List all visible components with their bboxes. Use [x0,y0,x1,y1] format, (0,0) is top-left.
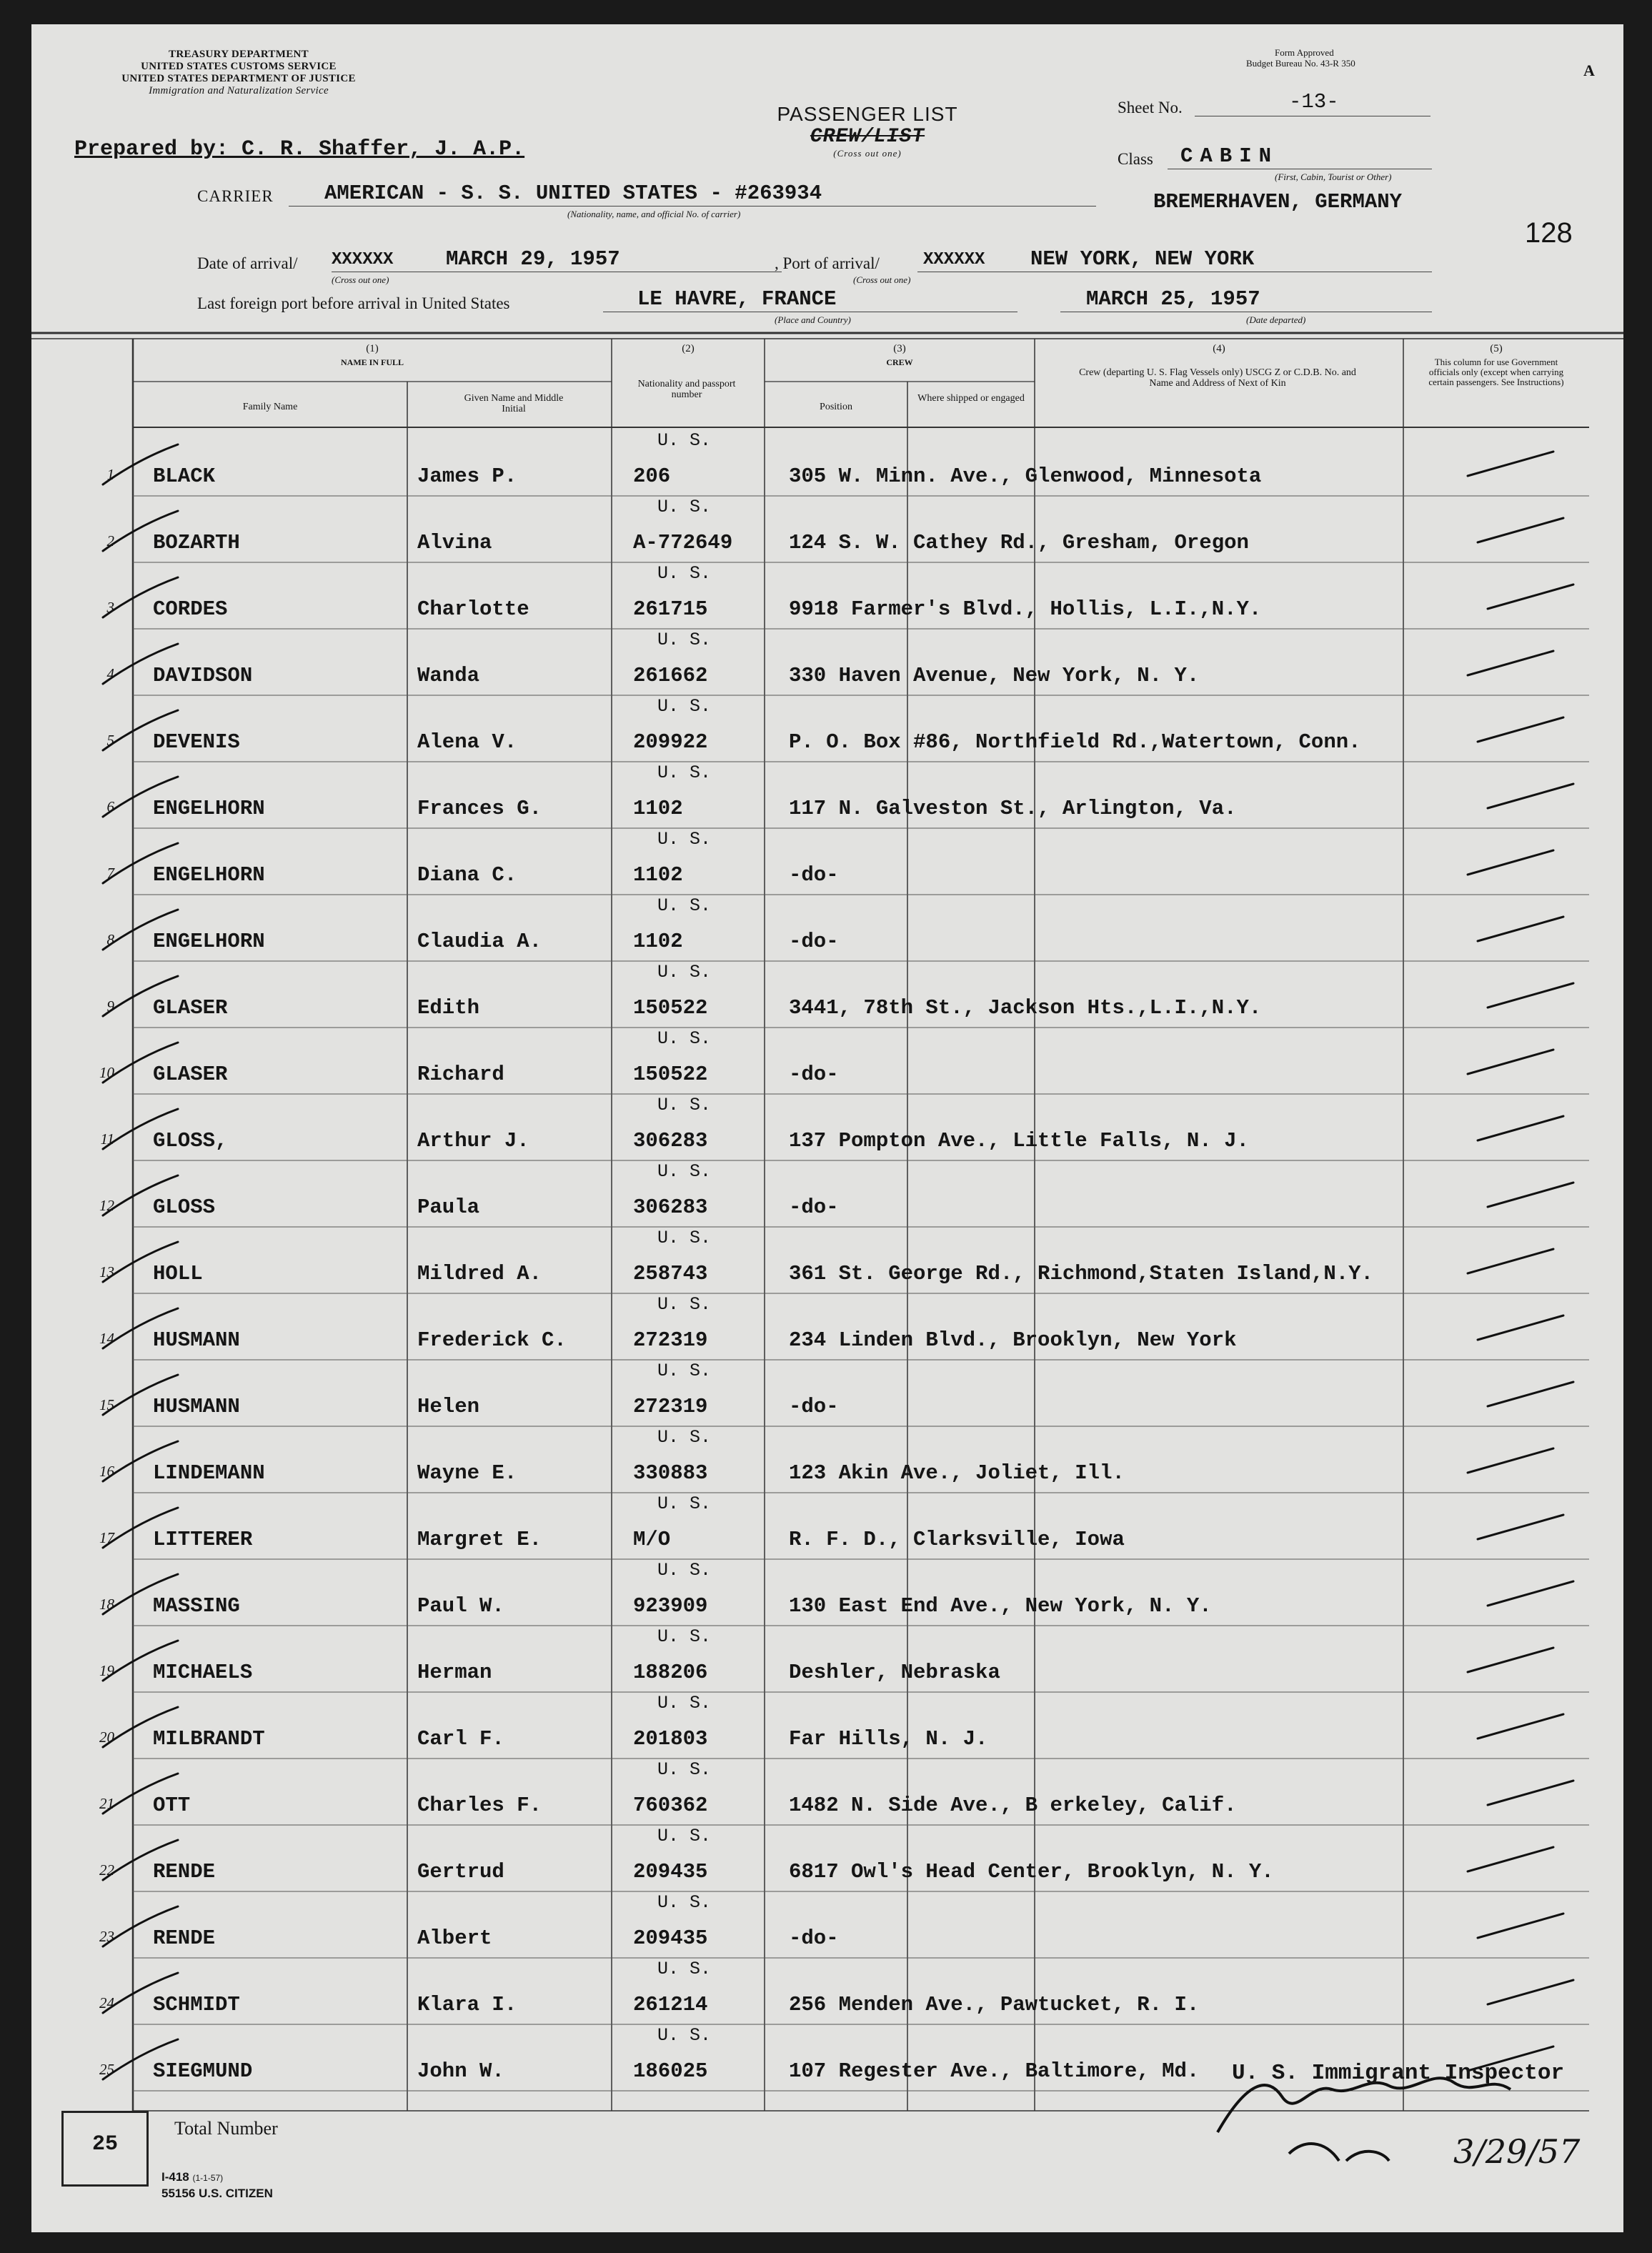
arrival-port-cross-note: (Cross out one) [853,274,911,285]
family-name: LITTERER [153,1528,253,1551]
passport-number: 209435 [633,1860,708,1884]
given-name: Edith [417,996,480,1020]
passport-number: 306283 [633,1129,708,1153]
passport-number: 258743 [633,1262,708,1285]
family-name: GLASER [153,996,228,1020]
row-number: 25 [99,2061,114,2078]
row-number: 14 [99,1330,114,1347]
table-grid [31,24,1623,2232]
nationality: U. S. [657,696,712,717]
row-number: 19 [99,1662,114,1679]
col1-title: NAME IN FULL [340,357,404,367]
address: P. O. Box #86, Northfield Rd.,Watertown, Conn. [789,730,1361,754]
row-number: 23 [99,1928,114,1945]
nationality: U. S. [657,1228,712,1248]
family-name: DAVIDSON [153,664,253,687]
nationality: U. S. [657,497,712,517]
family-name: SCHMIDT [153,1993,240,2016]
row-number: 15 [99,1396,114,1413]
row-number: 21 [99,1795,114,1812]
row-number: 4 [106,665,114,682]
check-mark-icon [1468,651,1553,675]
row-number: 12 [99,1197,114,1214]
row-number: 13 [99,1263,114,1280]
nationality: U. S. [657,962,712,983]
last-port-label: Last foreign port before arrival in United States [197,294,510,312]
passport-number: 272319 [633,1328,708,1352]
class-label: Class [1118,150,1153,168]
col4-number: (4) [1213,343,1225,354]
col1-number: (1) [366,343,379,354]
check-mark-icon [1468,1050,1553,1074]
signature-date: 3/29/57 [1453,2132,1581,2171]
given-name: Carl F. [417,1727,504,1751]
col-family-name: Family Name [242,402,298,412]
address: 361 St. George Rd., Richmond,Staten Island,N.Y. [789,1262,1373,1285]
given-name: Frances G. [417,797,542,820]
family-name: HOLL [153,1262,203,1285]
address: 9918 Farmer's Blvd., Hollis, L.I.,N.Y. [789,597,1262,621]
given-name: Paula [417,1195,480,1219]
family-name: HUSMANN [153,1395,240,1418]
family-name: MICHAELS [153,1661,253,1684]
passport-number: 150522 [633,996,708,1020]
corner-letter: A [1583,61,1595,79]
nationality: U. S. [657,1693,712,1714]
form-code [161,2169,273,2202]
col3-number: (3) [893,343,906,354]
check-mark-icon [1478,1116,1563,1140]
nationality: U. S. [657,1028,712,1049]
check-mark-icon [1478,1714,1563,1739]
passport-number: 186025 [633,2059,708,2083]
passport-number: A-772649 [633,531,733,554]
family-name: GLASER [153,1063,228,1086]
passport-number: 201803 [633,1727,708,1751]
passport-number: 760362 [633,1794,708,1817]
given-name: Alvina [417,531,492,554]
form-approved-text: Form Approved [1275,47,1334,58]
given-name: Gertrud [417,1860,504,1884]
sheet-number: -13- [1289,90,1339,114]
arrival-date-cross-note: (Cross out one) [332,274,389,285]
check-mark-icon [1478,917,1563,941]
family-name: MASSING [153,1594,240,1618]
address: -do- [789,863,839,887]
address: Deshler, Nebraska [789,1661,1000,1684]
check-mark-icon [1468,1847,1553,1871]
arrival-date-label: Date of arrival/ [197,254,298,272]
family-name: HUSMANN [153,1328,240,1352]
carrier-label: CARRIER [197,187,274,205]
family-name: RENDE [153,1860,216,1884]
family-name: MILBRANDT [153,1727,265,1751]
row-number: 3 [106,599,114,616]
nationality: U. S. [657,829,712,850]
given-name: John W. [417,2059,504,2083]
passport-number: 923909 [633,1594,708,1618]
passport-number: 150522 [633,1063,708,1086]
col-given-name: Given Name and Middle Initial [464,393,564,414]
address: 117 N. Galveston St., Arlington, Va. [789,797,1237,820]
passport-number: 261214 [633,1993,708,2016]
address: -do- [789,1063,839,1086]
passport-number: 206 [633,464,671,488]
dept-line-4: Immigration and Naturalization Service [149,85,329,96]
given-name: Herman [417,1661,492,1684]
page-number: 128 [1525,217,1573,249]
passport-number: 272319 [633,1395,708,1418]
family-name: ENGELHORN [153,797,265,820]
check-mark-icon [1488,1581,1573,1606]
given-name: Charlotte [417,597,529,621]
row-number: 9 [106,998,114,1015]
given-name: Arthur J. [417,1129,529,1153]
col5-number: (5) [1490,343,1503,354]
family-name: BLACK [153,464,216,488]
check-mark-icon [1468,1448,1553,1473]
col5-title: This column for use Government officials only (except when carrying certain passengers. See Instructions) [1428,357,1564,387]
passport-number: 209922 [633,730,708,754]
check-mark-icon [1468,452,1553,476]
form-series: 55156 U.S. CITIZEN [161,2187,273,2200]
carrier-value: AMERICAN - S. S. UNITED STATES - #263934 [324,181,822,205]
nationality: U. S. [657,1161,712,1182]
address: -do- [789,1926,839,1950]
address: -do- [789,930,839,953]
row-number: 6 [106,798,114,815]
given-name: Albert [417,1926,492,1950]
address: 6817 Owl's Head Center, Brooklyn, N. Y. [789,1860,1274,1884]
last-port-value: LE HAVRE, FRANCE [637,287,837,311]
row-number: 2 [106,532,114,549]
sheet-label: Sheet No. [1118,99,1183,116]
passport-number: 1102 [633,797,683,820]
given-name: Richard [417,1063,504,1086]
dept-line-1: TREASURY DEPARTMENT [169,49,309,60]
address: 305 W. Minn. Ave., Glenwood, Minnesota [789,464,1262,488]
family-name: OTT [153,1794,191,1817]
address: 107 Regester Ave., Baltimore, Md. [789,2059,1200,2083]
arrival-port-label: , Port of arrival/ [775,254,880,272]
place-note: (Place and Country) [775,314,851,325]
date-departed-value: MARCH 25, 1957 [1086,287,1260,311]
passport-number: M/O [633,1528,671,1551]
address: 330 Haven Avenue, New York, N. Y. [789,664,1200,687]
passport-number: 261662 [633,664,708,687]
check-mark-icon [1488,983,1573,1008]
given-name: Charles F. [417,1794,542,1817]
arrival-port-value: NEW YORK, NEW YORK [1030,247,1255,271]
nationality: U. S. [657,895,712,916]
nationality: U. S. [657,563,712,584]
passport-number: 1102 [633,863,683,887]
budget-bureau-text: Budget Bureau No. 43-R 350 [1246,58,1355,69]
row-number: 22 [99,1861,114,1879]
row-number: 16 [99,1463,114,1480]
col3-title: CREW [886,357,913,367]
address: 256 Menden Ave., Pawtucket, R. I. [789,1993,1200,2016]
row-number: 17 [99,1529,114,1546]
dept-line-3: UNITED STATES DEPARTMENT OF JUSTICE [121,73,356,84]
arrival-date-value: MARCH 29, 1957 [446,247,620,271]
address: 130 East End Ave., New York, N. Y. [789,1594,1212,1618]
passport-number: 1102 [633,930,683,953]
check-mark-icon [1488,585,1573,609]
check-mark-icon [1488,1781,1573,1805]
nationality: U. S. [657,630,712,650]
class-value: CABIN [1180,144,1279,168]
given-name: James P. [417,464,517,488]
address: 137 Pompton Ave., Little Falls, N. J. [789,1129,1249,1153]
nationality: U. S. [657,1493,712,1514]
col-where-shipped: Where shipped or engaged [917,393,1025,404]
check-mark-icon [1478,1914,1563,1938]
check-mark-icon [1468,1249,1553,1273]
check-mark-icon [1488,784,1573,808]
nationality: U. S. [657,1759,712,1780]
address: 123 Akin Ave., Joliet, Ill. [789,1461,1125,1485]
address: 3441, 78th St., Jackson Hts.,L.I.,N.Y. [789,996,1262,1020]
given-name: Helen [417,1395,480,1418]
address: R. F. D., Clarksville, Iowa [789,1528,1125,1551]
inspector-label: U. S. Immigrant Inspector [1232,2061,1565,2086]
title-cross-note: (Cross out one) [833,148,902,159]
col2-title: Nationality and passport number [637,379,736,400]
col-position: Position [820,402,852,412]
family-name: LINDEMANN [153,1461,265,1485]
form-number: I-418 [161,2170,189,2184]
given-name: Diana C. [417,863,517,887]
passenger-list-document [31,24,1623,2232]
address: Far Hills, N. J. [789,1727,988,1751]
carrier-note: (Nationality, name, and official No. of carrier) [567,209,741,219]
row-number: 18 [99,1596,114,1613]
check-mark-icon [1478,717,1563,742]
nationality: U. S. [657,1959,712,1979]
passport-number: 209435 [633,1926,708,1950]
nationality: U. S. [657,1626,712,1647]
row-number: 24 [99,1994,114,2011]
row-number: 5 [106,732,114,749]
date-departed-note: (Date departed) [1246,314,1306,325]
row-number: 1 [106,466,114,483]
family-name: SIEGMUND [153,2059,253,2083]
passport-number: 261715 [633,597,708,621]
arrival-date-crossed: XXXXXX [332,250,394,269]
row-number: 11 [100,1130,114,1148]
check-mark-icon [1478,518,1563,542]
nationality: U. S. [657,1560,712,1581]
row-number: 20 [99,1729,114,1746]
family-name: GLOSS [153,1195,216,1219]
address: 124 S. W. Cathey Rd., Gresham, Oregon [789,531,1249,554]
nationality: U. S. [657,1427,712,1448]
col2-number: (2) [682,343,695,354]
col4-title: Crew (departing U. S. Flag Vessels only) USCG Z or C.D.B. No. and Name and Address of Next of Kin [1079,367,1356,389]
family-name: DEVENIS [153,730,240,754]
nationality: U. S. [657,1892,712,1913]
family-name: ENGELHORN [153,863,265,887]
address: -do- [789,1195,839,1219]
departure-port: BREMERHAVEN, GERMANY [1153,190,1403,214]
total-number-value: 25 [91,2132,118,2157]
nationality: U. S. [657,430,712,451]
prepared-by: Prepared by: C. R. Shaffer, J. A.P. [74,137,525,161]
given-name: Alena V. [417,730,517,754]
form-revision: (1-1-57) [192,2173,224,2183]
dept-line-2: UNITED STATES CUSTOMS SERVICE [141,61,337,72]
nationality: U. S. [657,762,712,783]
given-name: Wanda [417,664,480,687]
check-mark-icon [1468,850,1553,875]
given-name: Wayne E. [417,1461,517,1485]
check-mark-icon [1488,1382,1573,1406]
nationality: U. S. [657,1095,712,1115]
check-mark-icon [1468,1648,1553,1672]
nationality: U. S. [657,1294,712,1315]
title-text: PASSENGER LIST [777,103,958,125]
class-note: (First, Cabin, Tourist or Other) [1275,171,1392,182]
passport-number: 330883 [633,1461,708,1485]
given-name: Claudia A. [417,930,542,953]
given-name: Klara I. [417,1993,517,2016]
family-name: BOZARTH [153,531,240,554]
given-name: Frederick C. [417,1328,567,1352]
arrival-port-crossed: XXXXXX [923,250,985,269]
check-mark-icon [1488,1183,1573,1207]
check-mark-icon [1488,1980,1573,2004]
family-name: GLOSS, [153,1129,228,1153]
family-name: CORDES [153,597,228,621]
family-name: ENGELHORN [153,930,265,953]
given-name: Paul W. [417,1594,504,1618]
row-number: 8 [106,931,114,948]
row-number: 7 [106,865,114,882]
nationality: U. S. [657,2025,712,2046]
nationality: U. S. [657,1826,712,1846]
given-name: Margret E. [417,1528,542,1551]
row-number: 10 [99,1064,114,1081]
title-crossed-out: CREW/LIST [810,126,925,148]
family-name: RENDE [153,1926,216,1950]
check-mark-icon [1478,1316,1563,1340]
check-mark-icon [1478,1515,1563,1539]
passport-number: 306283 [633,1195,708,1219]
address: 1482 N. Side Ave., B erkeley, Calif. [789,1794,1237,1817]
passport-number: 188206 [633,1661,708,1684]
given-name: Mildred A. [417,1262,542,1285]
nationality: U. S. [657,1361,712,1381]
address: -do- [789,1395,839,1418]
total-number-label: Total Number [174,2118,278,2139]
address: 234 Linden Blvd., Brooklyn, New York [789,1328,1237,1352]
